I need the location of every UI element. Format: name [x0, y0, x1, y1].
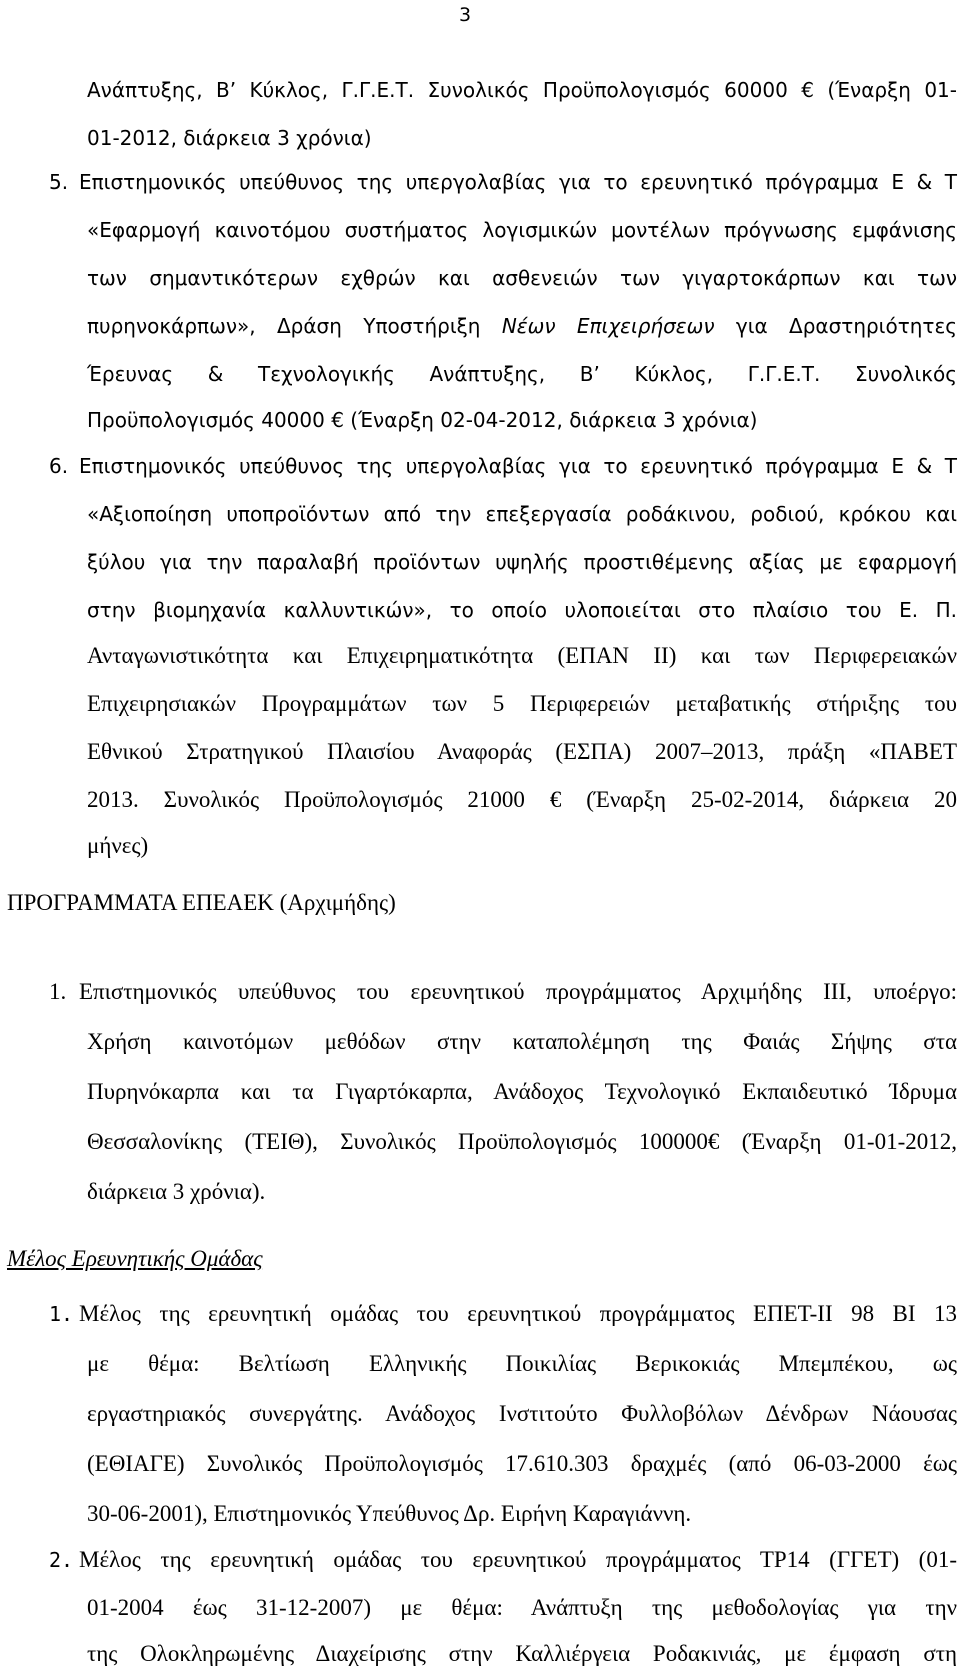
item5-line-3: των σημαντικότερων εχθρών και ασθενειών των γιγαρτοκάρπων και των — [87, 266, 957, 290]
item6-line-4: στην βιομηχανία καλλυντικών», το οποίο υλοποιείται στο πλαίσιο του Ε. Π. — [87, 598, 957, 622]
member1-number: 1. — [49, 1302, 74, 1326]
item6-line-9: μήνες) — [87, 833, 149, 858]
item5-text-4b: Νέων Επιχειρήσεων — [501, 314, 715, 338]
item5-number: 5. — [49, 170, 69, 194]
item4-line-2: 01-2012, διάρκεια 3 χρόνια) — [87, 126, 372, 150]
member1-line-3: εργαστηριακός συνεργάτης. Ανάδοχος Ινστιτούτο Φυλλοβόλων Δένδρων Νάουσας — [87, 1401, 957, 1426]
member1-line-1 — [49, 1290, 957, 1338]
member2-text-1: Μέλος της ερευνητική ομάδας του ερευνητικού προγράμματος ΤΡ14 (ΓΓΕΤ) (01- — [79, 1547, 957, 1572]
epeaek1-line-1 — [49, 968, 957, 1016]
item6-line-7: Εθνικού Στρατηγικού Πλαισίου Αναφοράς (ΕΣΠΑ) 2007–2013, πράξη «ΠΑΒΕΤ — [87, 739, 957, 764]
item5-text-4a: πυρηνοκάρπων», Δράση Υποστήριξη — [87, 314, 502, 338]
item5-text-1: Επιστημονικός υπεύθυνος της υπεργολαβίας για το ερευνητικό πρόγραμμα Ε & Τ — [79, 170, 957, 194]
epeaek1-line-4: Θεσσαλονίκης (ΤΕΙΘ), Συνολικός Προϋπολογισμός 100000€ (Έναρξη 01-01-2012, — [87, 1129, 957, 1154]
member1-line-4: (ΕΘΙΑΓΕ) Συνολικός Προϋπολογισμός 17.610.303 δραχμές (από 06-03-2000 έως — [87, 1451, 957, 1476]
page-number: 3 — [458, 4, 472, 26]
epeaek1-line-3: Πυρηνόκαρπα και τα Γιγαρτόκαρπα, Ανάδοχος Τεχνολογικό Εκπαιδευτικό Ίδρυμα — [87, 1079, 957, 1104]
epeaek1-number: 1. — [49, 979, 67, 1004]
item5-line-1 — [49, 158, 957, 206]
member2-line-3: της Ολοκληρωμένης Διαχείρισης στην Καλλιέργεια Ροδακινιάς, με έμφαση στη — [87, 1641, 957, 1666]
section-heading-member: Μέλος Ερευνητικής Ομάδας — [7, 1246, 263, 1271]
item5-line-5: Έρευνας & Τεχνολογικής Ανάπτυξης, Β’ Κύκλος, Γ.Γ.Ε.Τ. Συνολικός — [87, 362, 957, 386]
item6-line-2: «Αξιοποίηση υποπροϊόντων από την επεξεργασία ροδάκινου, ροδιού, κρόκου και — [87, 502, 957, 526]
epeaek1-text-1: Επιστημονικός υπεύθυνος του ερευνητικού προγράμματος Αρχιμήδης ΙΙΙ, υποέργο: — [79, 979, 957, 1004]
epeaek1-line-2: Χρήση καινοτόμων μεθόδων στην καταπολέμηση της Φαιάς Σήψης στα — [87, 1029, 957, 1054]
member2-number: 2. — [49, 1548, 74, 1572]
member1-line-5: 30-06-2001), Επιστημονικός Υπεύθυνος Δρ. Ειρήνη Καραγιάννη. — [87, 1501, 692, 1526]
item6-text-1: Επιστημονικός υπεύθυνος της υπεργολαβίας για το ερευνητικό πρόγραμμα Ε & Τ — [79, 454, 957, 478]
item5-line-6: Προϋπολογισμός 40000 € (Έναρξη 02-04-2012, διάρκεια 3 χρόνια) — [87, 408, 758, 432]
member1-line-2: με θέμα: Βελτίωση Ελληνικής Ποικιλίας Βερικοκιάς Μπεμπέκου, ως — [87, 1351, 957, 1376]
member1-text-1: Μέλος της ερευνητική ομάδας του ερευνητικού προγράμματος ΕΠΕΤ-ΙΙ 98 ΒΙ 13 — [79, 1301, 957, 1326]
epeaek1-line-5: διάρκεια 3 χρόνια). — [87, 1179, 266, 1204]
item6-number: 6. — [49, 454, 69, 478]
item6-line-8: 2013. Συνολικός Προϋπολογισμός 21000 € (Έναρξη 25-02-2014, διάρκεια 20 — [87, 787, 957, 812]
item6-line-5: Ανταγωνιστικότητα και Επιχειρηματικότητα (ΕΠΑΝ ΙΙ) και των Περιφερειακών — [87, 643, 957, 668]
item5-line-2: «Εφαρμογή καινοτόμου συστήματος λογισμικών μοντέλων πρόγνωσης εμφάνισης — [87, 218, 957, 242]
item6-line-6: Επιχειρησιακών Προγραμμάτων των 5 Περιφερειών μεταβατικής στήριξης του — [87, 691, 957, 716]
item5-text-4c: για Δραστηριότητες — [714, 314, 957, 338]
member2-line-2: 01-2004 έως 31-12-2007) με θέμα: Ανάπτυξη της μεθοδολογίας για την — [87, 1595, 957, 1620]
member2-line-1 — [49, 1536, 957, 1584]
item6-line-3: ξύλου για την παραλαβή προϊόντων υψηλής προστιθέμενης αξίας με εφαρμογή — [87, 550, 957, 574]
item4-line-1: Ανάπτυξης, Β’ Κύκλος, Γ.Γ.Ε.Τ. Συνολικός Προϋπολογισμός 60000 € (Έναρξη 01- — [87, 78, 957, 102]
item5-line-4 — [87, 302, 957, 350]
item6-line-1 — [49, 442, 957, 490]
section-heading-epeaek: ΠΡΟΓΡΑΜΜΑΤΑ ΕΠΕΑΕΚ (Αρχιμήδης) — [7, 890, 396, 915]
